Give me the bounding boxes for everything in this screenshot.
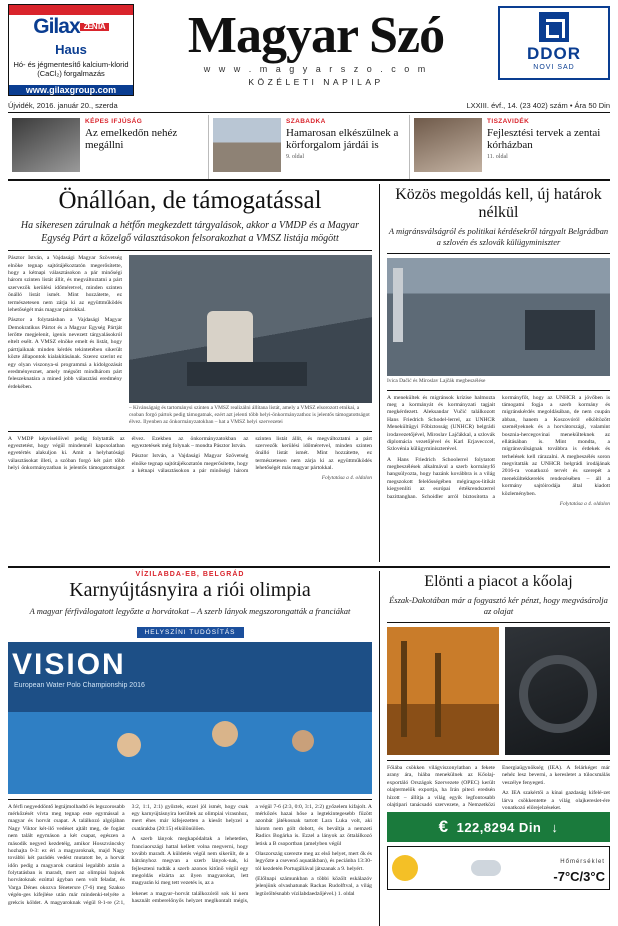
- lead-photo-caption: – Kívánságaig és tartománysi szinten a VMSZ realizálni állítana listát, amely a VMSZ elsorozott etnikai, a csoban forgó pártok pedig támogatnak, ezért azt jelenti több helyi-önkormányzathoz is jelentős támogatottságot élvez. Ilyenben az önkormányzatokban – hat a VMSZ helyi szervezetei: [129, 405, 370, 425]
- sports-headline[interactable]: Karnyújtásnyira a riói olimpia: [69, 579, 311, 601]
- ad-brand-haus: Haus: [55, 42, 87, 57]
- weather-temperature: -7°C/3°C: [553, 869, 605, 885]
- ad-top-strip: [9, 5, 133, 15]
- sports-deck: A magyar férfiválogatott legyőzte a horvátokat – A szerb lányok megszorongatták a franciákat: [29, 605, 351, 616]
- promo-image-magazine-cover-photo: [12, 118, 80, 172]
- promo-headline[interactable]: Hamarosan elkészülnek a körforgalom járdái is: [286, 127, 399, 152]
- oil-article: [380, 571, 610, 926]
- promo-page: 11. oldal: [487, 153, 508, 160]
- ddor-city: NOVI SAD: [533, 64, 575, 71]
- lead-continuation[interactable]: Folytatása a 4. oldalon: [321, 475, 372, 482]
- divider: [8, 250, 372, 251]
- promo-image-doctor-portrait-photo: [414, 118, 482, 172]
- sports-article: [8, 571, 380, 926]
- oil-photo-oil-refinery-photo: [387, 627, 499, 755]
- promo-item[interactable]: [8, 115, 209, 179]
- divider: [387, 760, 610, 761]
- issue-info-line: [8, 100, 610, 113]
- oil-body: [387, 765, 610, 812]
- sports-paragraph: lekenet a magyar–horvát találkozóról sok ki nem használt emberelőnyős helyzet meglkontalt mégis, a végül 7-6 (2:3, 0:0, 3:1, 2:2) győzelem kifajolt. A mérkőzés hazai hőse a legtekintegesebb fűzött azonbát játékosnak tartott Lara Luka volt, aki három nem gólt dobott, és beváltja a nemzeti Radics Bogárka is. Ezzel a lányok az öttalálkozó letisk a B csoportban (amelyben végül: [131, 803, 372, 905]
- oil-headline[interactable]: Elönti a piacot a kőolaj: [424, 573, 573, 590]
- promo-item[interactable]: [209, 115, 410, 179]
- second-headline[interactable]: Közös megoldás kell, új határok nélkül: [395, 186, 602, 221]
- promo-kicker: KÉPES IFJÚSÁG: [85, 118, 143, 125]
- lead-headline[interactable]: Önállóan, de támogatással: [58, 187, 322, 214]
- promo-item[interactable]: [410, 115, 610, 179]
- lead-paragraph: Pásztor István, a Vajdasági Magyar Szövetség elnöke tegnap sajtótájékoztatón megerősítette, hogy a kétnapi választásokon a pár minőségi három szinten listát állít, és megváltoztatni a párt szervezők kerülési időméretvel, minden szinten önálló listát ismét. Mint hozzátette, ez természetesen nem zárja ki az együttműködés lehetőségét más magyar pártokkal.: [8, 255, 122, 313]
- advertisement-gilax[interactable]: [8, 4, 134, 96]
- lead-paragraph: A VMDP képviselőivel pedig folytatták az egyeztetést, hogy végül mindennél kapcsolatban egyetértés alakuljon ki. Amit a helyhatósági választásokat illeti, a szóban forgó két párt több helyi önkormányzatban is jelentős támogatottságot élvez. Ezekben az önkormányzatokban az egyeztetések még folynak – mondta Pásztor István.: [8, 435, 249, 471]
- cloud-icon: [471, 860, 501, 876]
- promo-strip: [8, 115, 610, 181]
- lead-paragraph: Pásztor István, a Vajdasági Magyar Szövetség elnöke tegnap sajtótájékoztatón megerősítette, hogy a kétnapi választásokon a pár minőségi három szinten listát állít, és megváltoztatni a párt szervezők kerülési időméretvel, minden szinten önálló listát ismét. Mint hozzátette, ez természetesen nem zárja ki az együttműködés lehetőségét más magyar pártokkal.: [131, 435, 372, 474]
- promo-kicker: TISZAVIDÉK: [487, 118, 530, 125]
- second-photo-diplomatic-meeting-photo: [387, 258, 610, 376]
- ddor-logo-icon: [539, 12, 569, 42]
- newspaper-website[interactable]: w w w . m a g y a r s z o . c o m: [203, 64, 429, 74]
- bottom-section: [8, 566, 610, 926]
- issue-number: LXXIII. évf., 14. (23 402) szám • Ára 50 Din: [466, 101, 610, 110]
- issue-date: Újvidék, 2016. január 20., szerda: [8, 101, 118, 110]
- newspaper-subtitle: KÖZÉLETI NAPILAP: [248, 77, 384, 87]
- divider: [8, 799, 372, 800]
- ddor-name: DDOR: [526, 44, 582, 63]
- weather-box: [387, 846, 610, 890]
- main-content: [8, 184, 610, 562]
- lead-photo-press-conference-photo: [129, 255, 372, 403]
- sun-icon: [392, 855, 418, 881]
- second-paragraph: A Hans Friedrich Schoolerrel folytatott megbeszélések alkalmával a szerb kormányfő hangsúlyozta, hogy hazánk kovábbra is a világ megszokott felelősségében mégiragos-litikát kiegyenlíti az európai értékrendszerrel bazittanghan. Schoidler arról biztosította a kormányfőt, hogy az UNHCR a jövőben is támogatni fogja a szerb kormány és migránskérdés megoldásában, de nem csupán abban, hanem a Koszovóról elköltözött személyeknek és a horvátországi, valamint bosznia-hercegovinai menekülteknek az ellátásában is. Mint mondta, a migránsválságnak továbbra is érdekek és terhelések kell rárazalni. A megbeszélés soron megvitatták az UNHCR belgrádi irodájának 2016-ra vonatkozó tervét és szerepét a menekültekkerelés rendezésében – áll a kormány sajtóirodája által kiadott közleményben.: [387, 394, 610, 500]
- ad-logo: [9, 15, 133, 58]
- second-deck: A migránsválságról és politikai kérdésekről tárgyalt Belgrádban a szlovén és szlovák külügyminiszter: [388, 225, 609, 247]
- lead-article: [8, 184, 380, 562]
- sports-paragraph: A férfi negyeddöntő legtájmolhadtő és legszorosabb mérkőzését vívta meg tegnap este egymással a magyar és horvát csapat. A találkozó algójában Nagy Viktor két-ilő vedéset ajtált meg, de fogást nem talált egymáson a két csapat, egészen a második negyed kezdetéig, amikor Hosszváncsky hozhajta 0-3: ez éri a magyaroknak, majd Nagy további két parádés vedést mutatott be, a horvát időn pedig a magyarok csatárai legalább aztán a folytatásban is maradt, mert az olimpiai bajnok horvátoknak ezúttal ágyban nem volt feladat, és Varga Dénes okozva fénetersre (7-6) meg Szakso végén-ges kifejlése után már mindenki-telyéte a grekcis köldet. A magyaroknak végül 8-1-re (2:1, 3:2, 1:1, 2:1) győztek, ezzel jól ismét, hogy csak egy karnyújtásnyira kerültek az olimpiai virasnhoz, mert éhes már kifejezetten a kiesőt helyzel a csatárakba (20:15) elkülönülően.: [8, 803, 249, 906]
- sports-paragraph: Olaszország szerezte meg az első helyet, mert ők és legyőzte a csevenő aquatákban), és peciánba 13:30-tól kezdetén Portugáliával játszanak a 9. helyért.: [255, 850, 372, 872]
- sports-badge: HELYSZÍNI TUDÓSÍTÁS: [137, 627, 244, 638]
- trend-down-icon: ↓: [551, 819, 559, 835]
- ad-brand-gilax: Gilax: [33, 15, 80, 38]
- second-paragraph: A menekültek és migránsok krízise halmozta meg a kormányát és kormányzati tagjait megkérdezett. Aleksandar Vučić találkozott Hans Friedrich Schodel-lerrel, az UNHCR Menekültügyi Főbiztosság (UNHCR) belgrádi irodavezetőjével, Miroslav Lajčákkal, a szlovák diplomácia vezetőjével és Karl Erjavecccel, Szlovénia külügyminiszterével.: [387, 394, 495, 453]
- newspaper-title: Magyar Szó: [187, 7, 445, 64]
- promo-headline[interactable]: Az emelkedőn nehéz megállni: [85, 127, 178, 152]
- second-photo-caption: Ivica Dačić és Miroslav Lajčák megbeszélése: [387, 377, 486, 384]
- ad-zenta-tag: ZENTA: [80, 23, 109, 31]
- currency-value: 122,8294 Din: [456, 819, 542, 835]
- currency-rate-box: [387, 812, 610, 842]
- oil-photo-steering-wheel-photo: [505, 627, 610, 755]
- masthead-area: [8, 4, 610, 100]
- oil-paragraph: Főiába csökken világviszonylatban a fekete arany ára, hiába menekülnek az Kőolaj-exportáló Országok Szervezete (OPEC) került olajtermelők exportja, ha Irán piteci eredsén hízott – állítja a világ egyik legfontosabb olajtipari tanácsadó szervezete, a Nemzetközi Energiaügynökség (IEA). A felárkéget már nehéz lesz beverni, a keresletet a túlocsmálás veszélye fenyegeti.: [387, 765, 610, 808]
- ad-url[interactable]: www.gilaxgroup.com: [9, 85, 133, 95]
- divider: [387, 253, 610, 254]
- masthead: [134, 4, 498, 87]
- oil-paragraph: Az IEA szakértői a kínai gazdaság kifelé-zet lárva csökkentette a világ olajkereslet-ére vonatkozó előrejelzéseket.: [502, 790, 610, 811]
- divider: [8, 431, 372, 432]
- oil-deck: Észak-Dakotában már a fogyasztó kér pénzt, hogy megvásárolja az olajat: [389, 594, 608, 616]
- promo-kicker: SZABADKA: [286, 118, 326, 125]
- promo-page: 9. oldal: [286, 153, 304, 160]
- sports-kicker: VÍZILABDA-EB, BELGRÁD: [135, 571, 245, 578]
- lead-text-column-1: [8, 255, 122, 425]
- weather-label: Hőmérséklet: [560, 859, 605, 866]
- second-continuation[interactable]: Folytatása a 4. oldalon: [559, 500, 610, 507]
- sports-body: [8, 804, 372, 907]
- ad-description: Hó- és jégmentesítő kalcium-klorid (CaCl₂) forgalmazás: [13, 60, 129, 79]
- lead-body-continued: [8, 436, 372, 476]
- lead-paragraph: Pásztor a folytatásban a Vajdasági Magyar Demokratikus Pártot és a Magyar Egység Pártját lerőtte megjelenit, igenis nevezett tárgyalásokról eltelt esélt. A VMSZ elnöke emelt és listát, hogy párttjaiknak minden kérdés tekintetében sikerült közte állapontok kialakításának. Szerez szerint ez egy olyan viszonya-si programmá a kidolgozását eredményeznet, amely mégsött mindhárom párt feleszeknatára a mined jobb választási eredmény érdekében.: [8, 317, 122, 390]
- sports-photo-waterpolo-match-photo: VISION European Water Polo Championship 2016: [8, 642, 372, 794]
- currency-symbol: €: [438, 817, 449, 837]
- lead-deck: Ha sikeresen zárulnak a hétfőn megkezdett tárgyalások, akkor a VMDP és a Magyar Egység Párt a közelgő választásokon felsorakozhat a VMSZ listája mögött: [20, 220, 360, 245]
- divider: [387, 622, 610, 623]
- advertisement-ddor[interactable]: [498, 6, 610, 80]
- sports-paragraph: A szerb lányok megkapódaltak a lehetetlen, franciaországi hattal kellett volna megverni, hogy tovább maradt. A küldetés végül nem sikerült, de a hátrányhoz megvan a szerb lányok-nak, ki fejleszteni tudták a szerb azonos kitűnő végül egy megoldás elzárta az ilyen magyarokat, lett magyarán ki meg tett vezetés is, az a: [131, 836, 249, 887]
- second-article: [380, 184, 610, 562]
- promo-headline[interactable]: Fejlesztési tervek a zentai kórházban: [487, 127, 601, 152]
- sports-paragraph: (Előlnapi számunkban a többi közölt eskálazóv jelenjünk olvashatunak Rackas Rudolftval, a világ legtöröltésnabb vízilabdaedzőjével.) 1. oldal: [255, 876, 372, 897]
- second-body: [387, 395, 610, 501]
- divider: [387, 390, 610, 391]
- promo-image-roundabout-construction-photo: [213, 118, 281, 172]
